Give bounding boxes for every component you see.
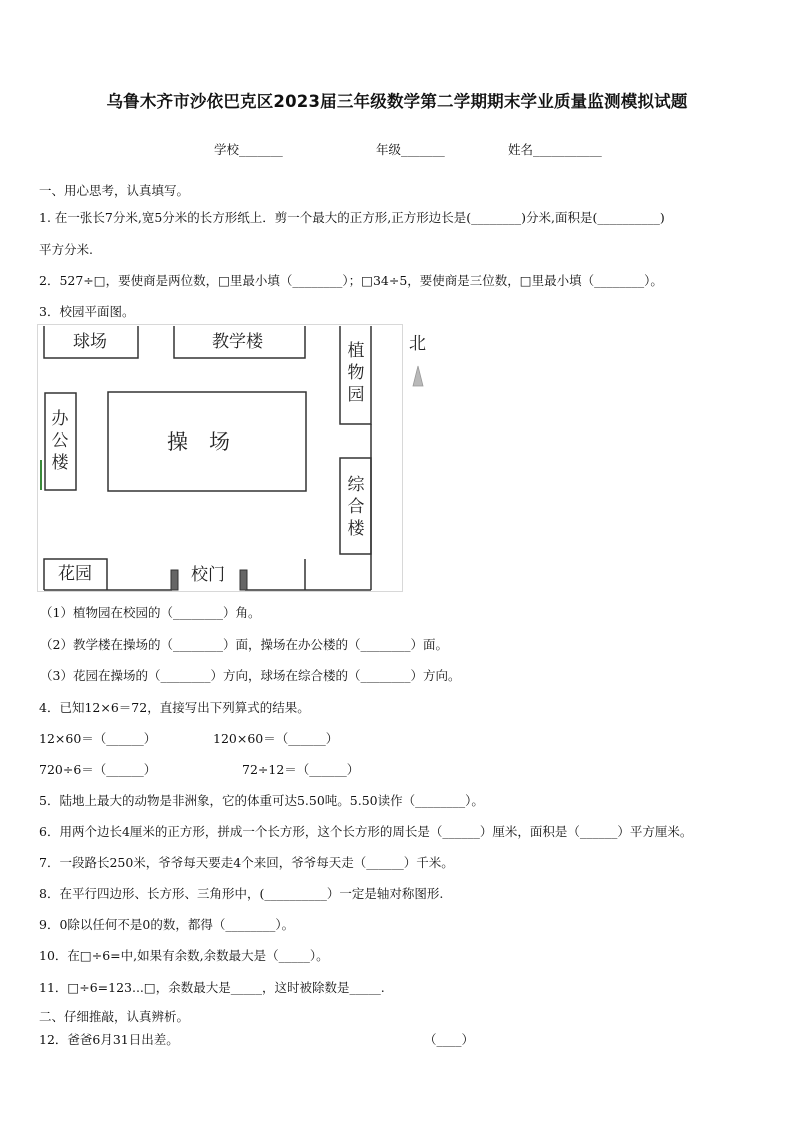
map-label-school-gate: 校门 <box>191 565 225 585</box>
question-4-item-b: 120×60＝（______） <box>213 731 339 746</box>
map-label-north: 北 <box>409 334 426 354</box>
question-3-part-3: （3）花园在操场的（________）方向，球场在综合楼的（________）方向。 <box>40 668 461 683</box>
map-label-teaching-building: 教学楼 <box>212 332 263 352</box>
exam-title: 乌鲁木齐市沙依巴克区2023届三年级数学第二学期期末学业质量监测模拟试题 <box>106 92 688 111</box>
school-field[interactable]: 学校_______ <box>214 142 283 157</box>
question-3: 3．校园平面图。 <box>39 304 135 319</box>
question-8: 8．在平行四边形、长方形、三角形中，(__________）一定是轴对称图形. <box>39 886 444 901</box>
section-2-heading: 二、仔细推敲，认真辨析。 <box>39 1009 190 1024</box>
question-11: 11．□÷6=123...□，余数最大是_____，这时被除数是_____. <box>39 980 385 995</box>
question-4-item-c: 720÷6＝（______） <box>39 762 157 777</box>
map-label-botanical-garden: 植物园 <box>347 341 365 406</box>
grade-field[interactable]: 年级_______ <box>376 142 445 157</box>
map-label-ballfield: 球场 <box>73 332 107 352</box>
question-10: 10．在□÷6=中,如果有余数,余数最大是（_____）。 <box>39 948 329 963</box>
campus-map <box>37 324 437 596</box>
map-label-complex-building: 综合楼 <box>347 475 365 540</box>
question-5: 5．陆地上最大的动物是非洲象，它的体重可达5.50吨。5.50读作（________）。 <box>39 793 484 808</box>
name-field[interactable]: 姓名___________ <box>508 142 602 157</box>
map-label-garden: 花园 <box>58 564 92 584</box>
north-arrow-icon <box>413 366 423 386</box>
question-3-part-1: （1）植物园在校园的（________）角。 <box>40 605 261 620</box>
question-1: 1. 在一张长7分米,宽5分米的长方形纸上．剪一个最大的正方形,正方形边长是(________)分米,面积是(__________) <box>39 210 665 225</box>
gate-post-right <box>240 570 247 590</box>
question-1-continued: 平方分米. <box>39 242 93 257</box>
map-label-office-building: 办公楼 <box>51 409 69 474</box>
question-2: 2．527÷□，要使商是两位数，□里最小填（________）；□34÷5，要使商是三位数，□里最小填（________）。 <box>39 273 663 288</box>
gate-post-left <box>171 570 178 590</box>
section-1-heading: 一、用心思考，认真填写。 <box>39 183 190 198</box>
question-4-item-d: 72÷12＝（______） <box>242 762 360 777</box>
campus-map-drawing <box>37 324 437 596</box>
question-12-answer-blank[interactable]: （____） <box>424 1032 475 1047</box>
question-7: 7．一段路长250米，爷爷每天要走4个来回，爷爷每天走（______）千米。 <box>39 855 454 870</box>
question-9: 9．0除以任何不是0的数，都得（________）。 <box>39 917 295 932</box>
map-label-playground: 操 场 <box>167 430 230 454</box>
question-6: 6．用两个边长4厘米的正方形，拼成一个长方形，这个长方形的周长是（______）厘米，面积是（______）平方厘米。 <box>39 824 693 839</box>
question-4-item-a: 12×60＝（______） <box>39 731 157 746</box>
question-4: 4．已知12×6＝72，直接写出下列算式的结果。 <box>39 700 310 715</box>
question-12: 12．爸爸6月31日出差。 <box>39 1032 179 1047</box>
question-3-part-2: （2）教学楼在操场的（________）面，操场在办公楼的（________）面。 <box>40 637 448 652</box>
